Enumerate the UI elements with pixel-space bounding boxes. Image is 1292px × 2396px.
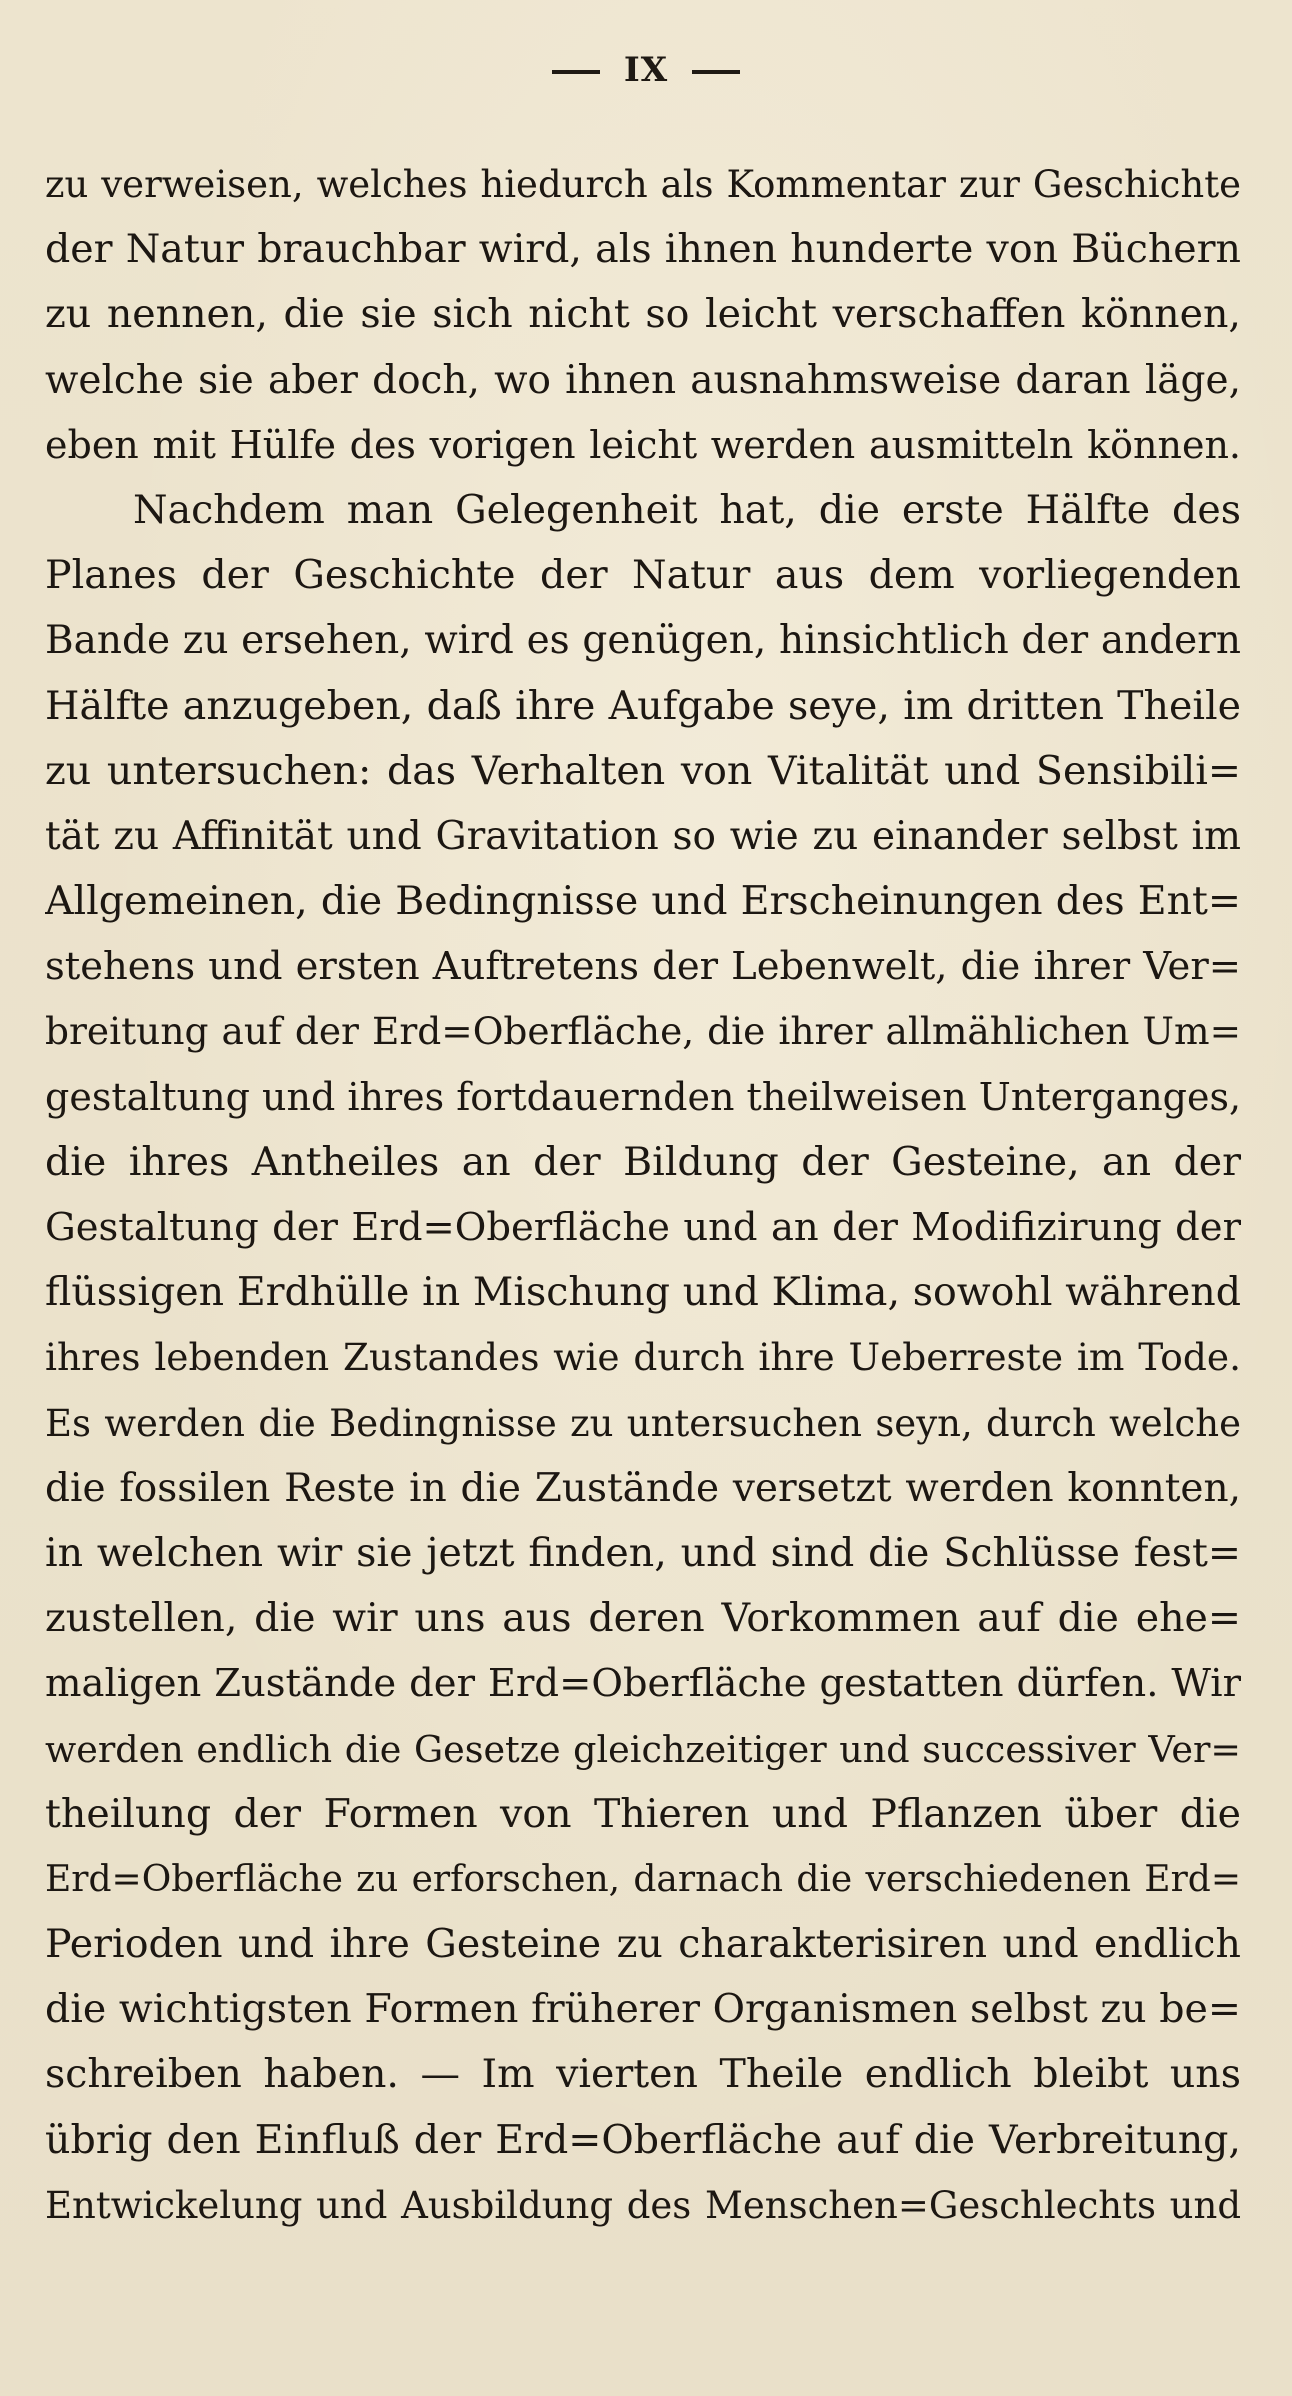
text-line: die ihres Antheiles an der Bildung der Gesteine, an der <box>45 1138 1241 1185</box>
text-line: eben mit Hülfe des vorigen leicht werden ausmitteln können. <box>45 422 1241 467</box>
text-line: Bande zu ersehen, wird es genügen, hinsichtlich der andern <box>45 618 1241 664</box>
text-line: zu nennen, die sie sich nicht so leicht verschaffen können, <box>45 291 1241 338</box>
text-line: gestaltung und ihres fortdauernden theilweisen Unterganges, <box>45 1074 1241 1119</box>
text-line: Es werden die Bedingnisse zu untersuchen seyn, durch welche <box>45 1401 1241 1445</box>
text-line: zu verweisen, welches hiedurch als Kommentar zur Geschichte <box>45 163 1241 206</box>
text-line: Entwickelung und Ausbildung des Menschen=Geschlechts und <box>45 2183 1241 2227</box>
paragraph-start-line: Nachdem man Gelegenheit hat, die erste Hälfte des <box>133 486 1241 533</box>
text-line: die fossilen Reste in die Zustände versetzt werden konnten, <box>45 1465 1241 1511</box>
header-dash-right <box>692 70 740 74</box>
text-line: breitung auf der Erd=Oberfläche, die ihrer allmählichen Um= <box>45 1009 1241 1054</box>
page-header <box>0 50 1292 90</box>
text-line: welche sie aber doch, wo ihnen ausnahmsweise daran läge, <box>45 357 1241 403</box>
text-line: ihres lebenden Zustandes wie durch ihre Ueberreste im Tode. <box>45 1335 1241 1380</box>
text-line: der Natur brauchbar wird, als ihnen hunderte von Büchern <box>45 226 1241 273</box>
body-text <box>45 152 1241 2238</box>
text-line: tät zu Affinität und Gravitation so wie zu einander selbst im <box>45 813 1241 859</box>
text-line: übrig den Einfluß der Erd=Oberfläche auf die Verbreitung, <box>45 2116 1241 2163</box>
text-line: die wichtigsten Formen früherer Organismen selbst zu be= <box>45 1986 1241 2033</box>
text-line: schreiben haben. — Im vierten Theile endlich bleibt uns <box>45 2051 1241 2098</box>
text-line: stehens und ersten Auftretens der Lebenwelt, die ihrer Ver= <box>45 944 1241 990</box>
text-line: zu untersuchen: das Verhalten von Vitalität und Sensibili= <box>45 747 1241 794</box>
text-line: zustellen, die wir uns aus deren Vorkommen auf die ehe= <box>45 1595 1241 1642</box>
text-line: Erd=Oberfläche zu erforschen, darnach die verschiedenen Erd= <box>45 1858 1241 1900</box>
text-line: in welchen wir sie jetzt finden, und sind die Schlüsse fest= <box>45 1529 1241 1576</box>
text-line: theilung der Formen von Thieren und Pflanzen über die <box>45 1790 1241 1837</box>
text-line: Hälfte anzugeben, daß ihre Aufgabe seye, im dritten Theile <box>45 682 1241 729</box>
text-line: Gestaltung der Erd=Oberfläche und an der Modifizirung der <box>45 1205 1241 1250</box>
text-line: flüssigen Erdhülle in Mischung und Klima, sowohl während <box>45 1269 1241 1316</box>
header-dash-left <box>552 70 600 74</box>
text-line: werden endlich die Gesetze gleichzeitiger und successiver Ver= <box>45 1727 1241 1771</box>
page-number: IX <box>623 50 669 90</box>
text-line: Allgemeinen, die Bedingnisse und Erscheinungen des Ent= <box>45 878 1241 925</box>
text-line: Perioden und ihre Gesteine zu charakterisiren und endlich <box>45 1921 1241 1968</box>
text-line: Planes der Geschichte der Natur aus dem vorliegenden <box>45 552 1241 599</box>
text-line: maligen Zustände der Erd=Oberfläche gestatten dürfen. Wir <box>45 1661 1241 1707</box>
